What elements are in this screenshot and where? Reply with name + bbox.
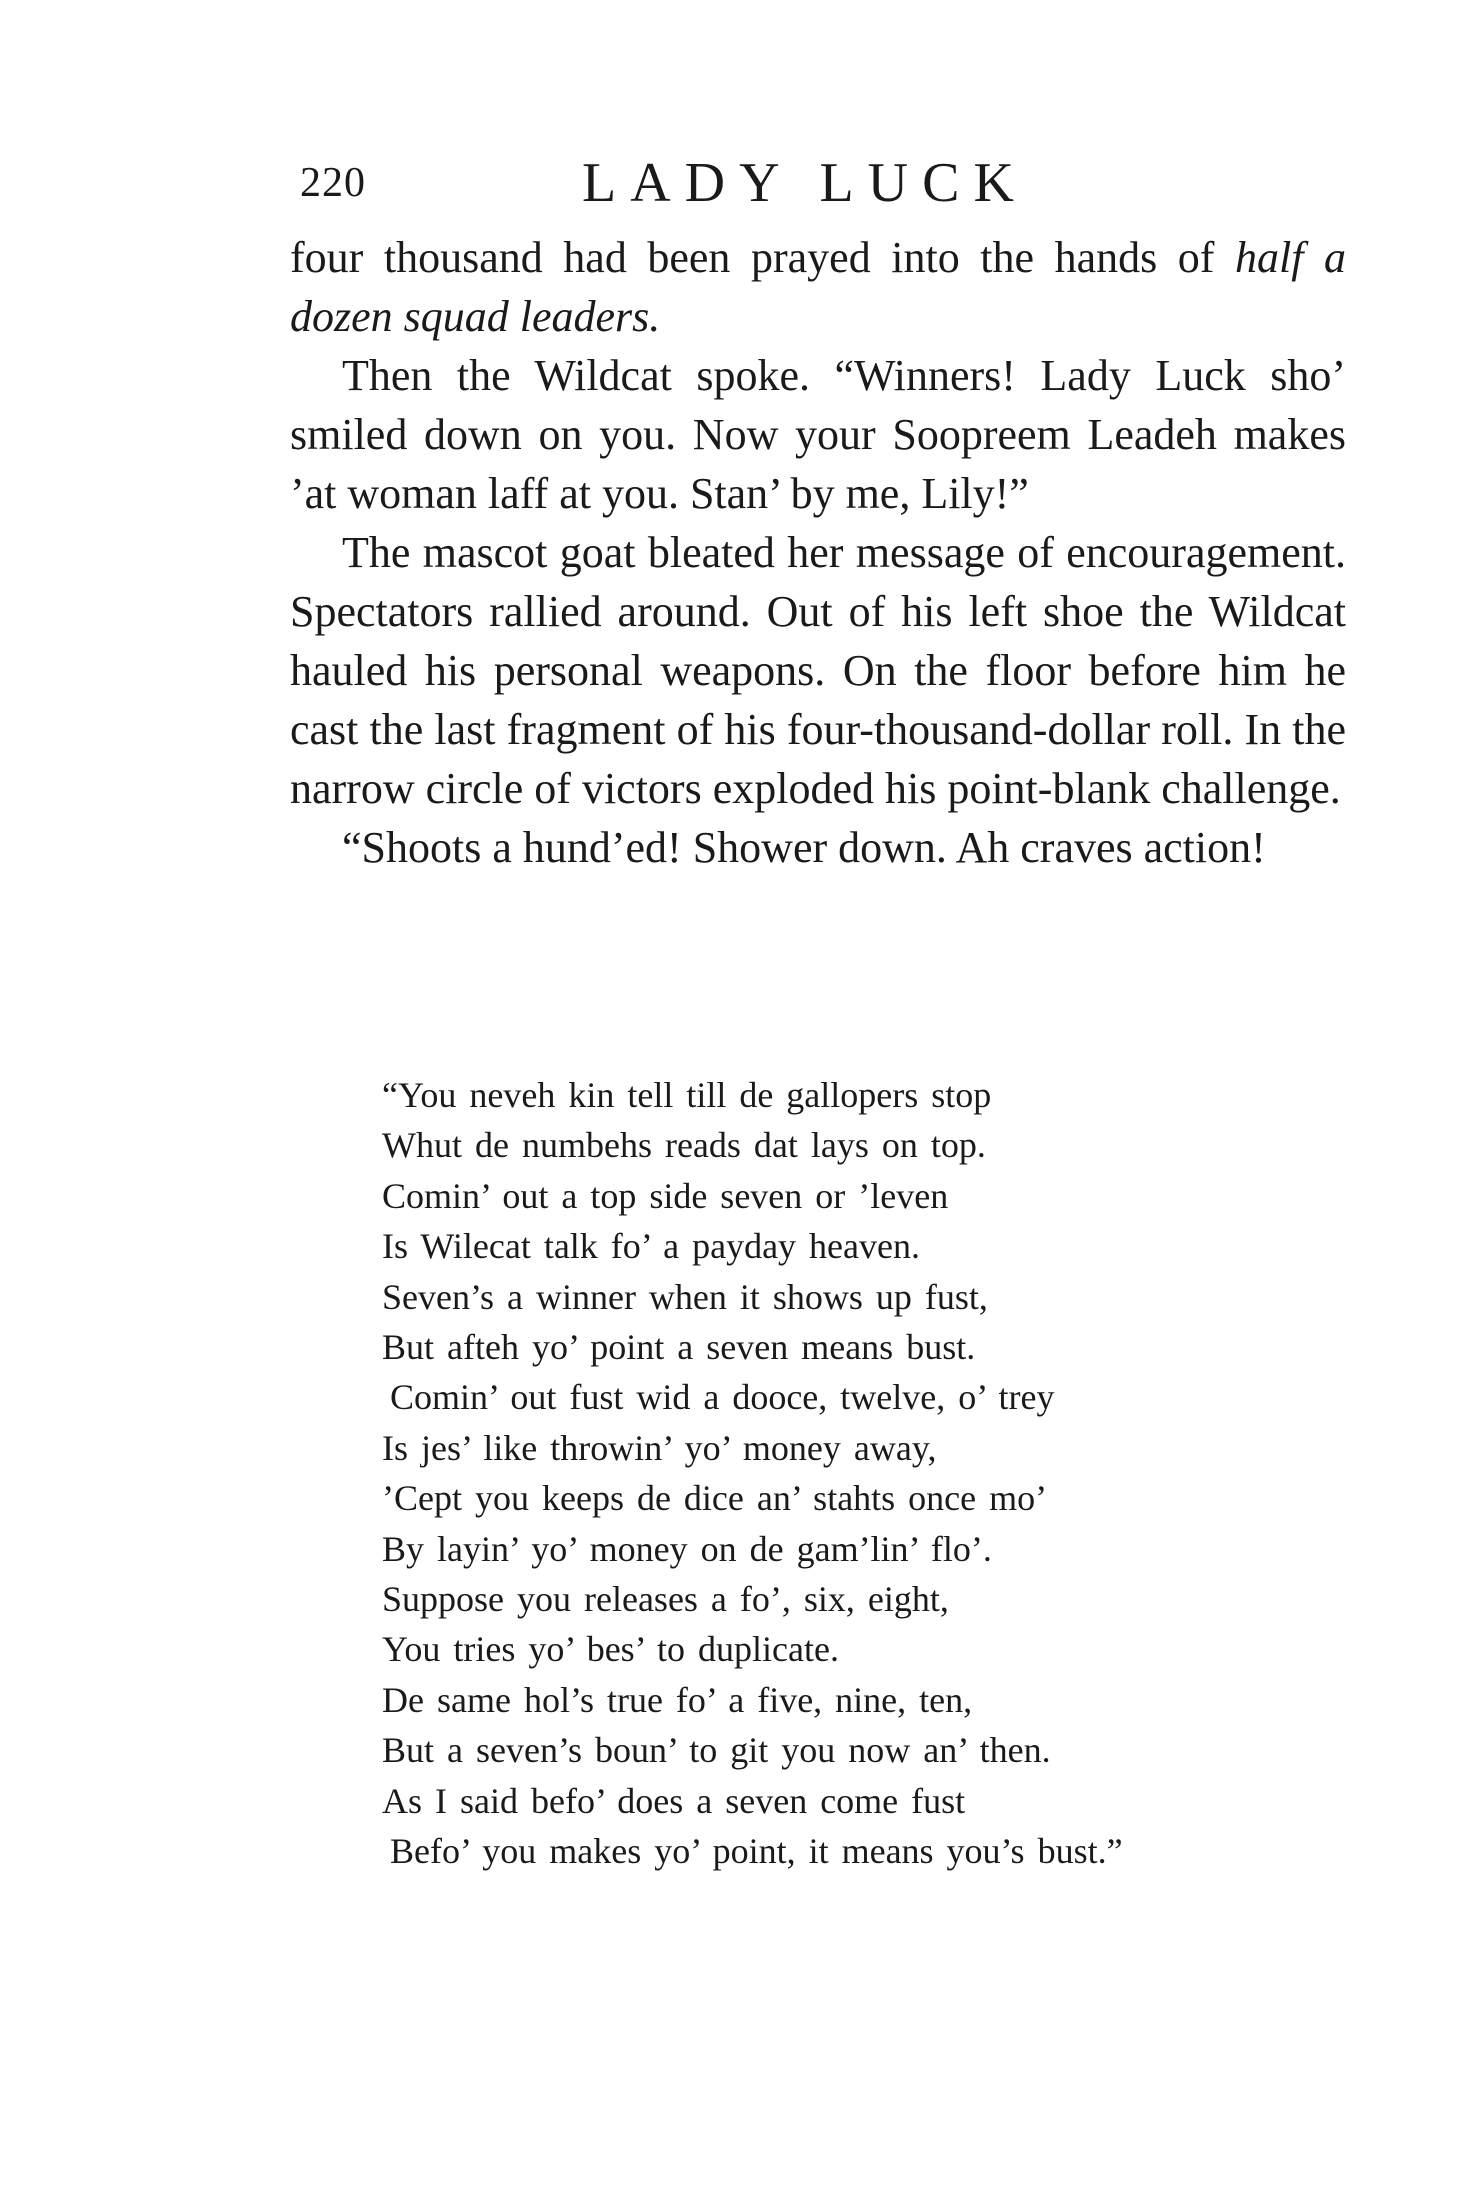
verse-line: Comin’ out a top side seven or ’leven: [382, 1175, 949, 1216]
verse-line: ’Cept you keeps de dice an’ stahts once mo’: [382, 1478, 1048, 1519]
prose-body: [290, 228, 1346, 877]
verse-line: But afteh yo’ point a seven means bust.: [382, 1327, 976, 1368]
paragraph-2: Then the Wildcat spoke. “Winners! Lady Luck sho’ smiled down on you. Now your Soopreem Leadeh makes ’at woman laff at you. Stan’ by me, Lily!”: [290, 351, 1346, 518]
paragraph-1-italic-text: half a dozen squad leaders.: [290, 233, 1346, 341]
running-title: LADY LUCK: [582, 152, 1028, 214]
verse-line: You tries yo’ bes’ to duplicate.: [382, 1629, 839, 1670]
verse-line: But a seven’s boun’ to git you now an’ then.: [382, 1730, 1051, 1771]
verse-line: “You neveh kin tell till de gallopers stop: [382, 1075, 992, 1115]
verse-line: Suppose you releases a fo’, six, eight,: [382, 1579, 949, 1620]
verse-block: [382, 1070, 1282, 1877]
paragraph-1: [290, 228, 1346, 346]
verse-line: Seven’s a winner when it shows up fust,: [382, 1276, 988, 1317]
verse-line: Comin’ out fust wid a dooce, twelve, o’ trey: [390, 1377, 1055, 1418]
verse-line: As I said befo’ does a seven come fust: [382, 1780, 966, 1821]
verse-line: Whut de numbehs reads dat lays on top.: [382, 1125, 986, 1166]
verse-line: Is jes’ like throwin’ yo’ money away,: [382, 1427, 937, 1468]
running-header: [300, 148, 1060, 218]
verse-line: Is Wilecat talk fo’ a payday heaven.: [382, 1226, 920, 1267]
paragraph-3: The mascot goat bleated her message of encouragement. Spectators rallied around. Out of his left shoe the Wildcat hauled his personal weapons. On the floor before him he cast the last fragment of his four-thousand-dollar roll. In the narrow circle of victors exploded his point-blank challenge.: [290, 528, 1346, 813]
verse-line: Befo’ you makes yo’ point, it means you’s bust.”: [390, 1831, 1123, 1872]
verse-line: By layin’ yo’ money on de gam’lin’ flo’.: [382, 1528, 992, 1569]
paragraph-1-text: four thousand had been prayed into the hands of: [290, 233, 1235, 282]
paragraph-4: “Shoots a hund’ed! Shower down. Ah craves action!: [342, 823, 1266, 872]
page-number: 220: [300, 160, 366, 206]
verse-line: De same hol’s true fo’ a five, nine, ten,: [382, 1679, 973, 1720]
